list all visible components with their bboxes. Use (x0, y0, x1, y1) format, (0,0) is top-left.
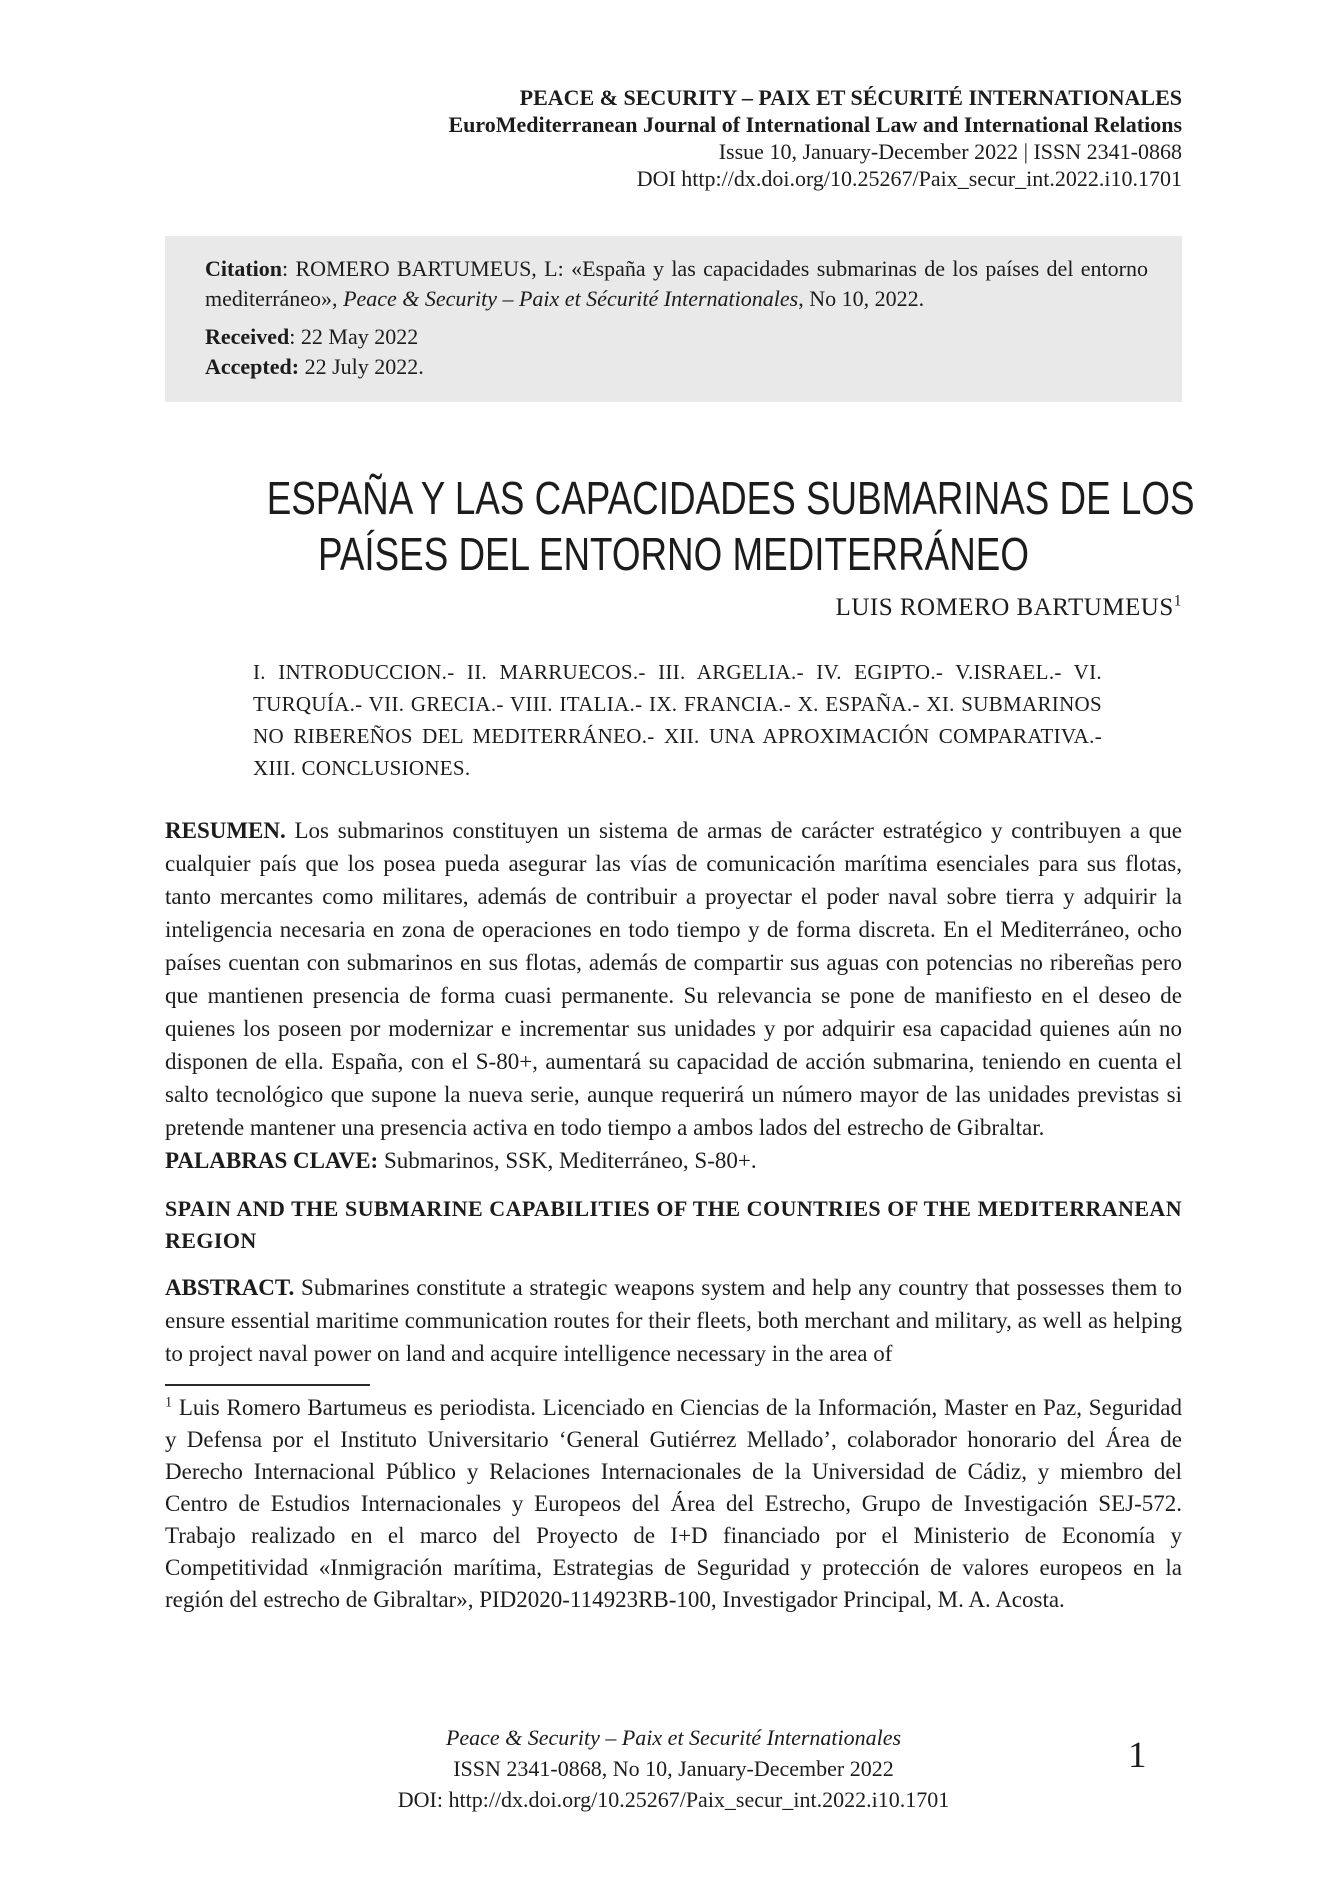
issue-issn-line: Issue 10, January-December 2022 | ISSN 2341-0868 (718, 139, 1182, 164)
table-of-contents: I. INTRODUCCION.- II. MARRUECOS.- III. ARGELIA.- IV. EGIPTO.- V.ISRAEL.- VI. TURQUÍA.- VII. GRECIA.- VIII. ITALIA.- IX. FRANCIA.- X. ESPAÑA.- XI. SUBMARINOS NO RIBEREÑOS DEL MEDITERRÁNEO.- XII. UNA APROXIMACIÓN COMPARATIVA.- XIII. CONCLUSIONES. (253, 660, 1102, 780)
keywords-label: PALABRAS CLAVE: (165, 1148, 379, 1173)
citation-journal-name: Peace & Security – Paix et Sécurité Internationales (343, 286, 799, 311)
resumen-label: RESUMEN. (165, 818, 286, 843)
received-value: : 22 May 2022 (289, 324, 419, 349)
accepted-value: 22 July 2022. (299, 354, 424, 379)
footer-doi-line: DOI: http://dx.doi.org/10.25267/Paix_secur_int.2022.i10.1701 (397, 1787, 950, 1812)
footer-issn-line: ISSN 2341-0868, No 10, January-December 2022 (453, 1756, 894, 1781)
accepted-line (205, 352, 1148, 382)
citation-text: : ROMERO BARTUMEUS, L: «España y las capacidades submarinas de los países del entorno mediterráneo», (205, 256, 1148, 311)
citation-paragraph (205, 254, 1148, 314)
author-line (165, 594, 1182, 622)
journal-title: PEACE & SECURITY – PAIX ET SÉCURITÉ INTERNATIONALES (519, 85, 1182, 110)
keywords-line (165, 1144, 1182, 1177)
footnote-paragraph (165, 1392, 1182, 1616)
page-footer (165, 1722, 1182, 1815)
page-number: 1 (1128, 1735, 1147, 1776)
article-title-line-2: PAÍSES DEL ENTORNO MEDITERRÁNEO (318, 528, 1029, 580)
footnote-ref: 1 (165, 1394, 173, 1411)
footnote-separator-rule (165, 1384, 370, 1386)
abstract-paragraph (165, 1271, 1182, 1370)
footnote-text: Luis Romero Bartumeus es periodista. Licenciado en Ciencias de la Información, Master en Paz, Seguridad y Defensa por el Instituto Universitario ‘General Gutiérrez Mellado’, colaborador honorario del Área de Derecho Internacional Público y Relaciones Internacionales de la Universidad de Cádiz, y miembro del Centro de Estudios Internacionales y Europeos del Área del Estrecho, Grupo de Investigación SEJ-572. Trabajo realizado en el marco del Proyecto de I+D financiado por el Ministerio de Economía y Competitividad «Inmigración marítima, Estrategias de Seguridad y protección de valores europeos en la región del estrecho de Gibraltar», PID2020-114923RB-100, Investigador Principal, M. A. Acosta. (165, 1395, 1182, 1612)
journal-subtitle: EuroMediterranean Journal of International Law and International Relations (448, 112, 1182, 137)
author-footnote-ref: 1 (1173, 592, 1182, 610)
citation-box (165, 236, 1182, 402)
abstract-text: Submarines constitute a strategic weapons system and help any country that possesses them to ensure essential maritime communication routes for their fleets, both merchant and military, as well as helping to project naval power on land and acquire intelligence necessary in the area of (165, 1275, 1182, 1366)
resumen-text: Los submarinos constituyen un sistema de armas de carácter estratégico y contribuyen a que cualquier país que los posea pueda asegurar las vías de comunicación marítima esenciales para sus flotas, tanto mercantes como militares, además de contribuir a proyectar el poder naval sobre tierra y adquirir la inteligencia necesaria en zona de operaciones en todo tiempo y de forma discreta. En el Mediterráneo, ocho países cuentan con submarinos en sus flotas, además de compartir sus aguas con potencias no ribereñas pero que mantienen presencia de forma cuasi permanente. Su relevancia se pone de manifiesto en el deseo de quienes los poseen por modernizar e incrementar sus unidades y por adquirir esa capacidad quienes aún no disponen de ella. España, con el S-80+, aumentará su capacidad de acción submarina, teniendo en cuenta el salto tecnológico que supone la nueva serie, aunque requerirá un número mayor de las unidades previstas si pretende mantener una presencia activa en todo tiempo a ambos lados del estrecho de Gibraltar. (165, 818, 1182, 1140)
article-title (165, 470, 1195, 582)
citation-label: Citation (205, 256, 282, 281)
keywords-text: Submarinos, SSK, Mediterráneo, S-80+. (378, 1148, 757, 1173)
received-line (205, 322, 1148, 352)
received-label: Received (205, 324, 290, 349)
author-name: LUIS ROMERO BARTUMEUS (835, 594, 1174, 621)
article-title-line-1: ESPAÑA Y LAS CAPACIDADES SUBMARINAS DE LOS (266, 472, 1195, 524)
resumen-paragraph (165, 814, 1182, 1144)
english-title-heading: SPAIN AND THE SUBMARINE CAPABILITIES OF THE COUNTRIES OF THE MEDITERRANEAN REGION (165, 1196, 1182, 1253)
abstract-label: ABSTRACT. (165, 1275, 295, 1300)
journal-header (165, 84, 1182, 192)
citation-text-end: , No 10, 2022. (798, 286, 925, 311)
page-content (165, 0, 1195, 1616)
footer-journal-name: Peace & Security – Paix et Securité Internationales (445, 1725, 902, 1750)
accepted-label: Accepted: (205, 354, 300, 379)
header-doi-line: DOI http://dx.doi.org/10.25267/Paix_secur_int.2022.i10.1701 (636, 166, 1182, 191)
